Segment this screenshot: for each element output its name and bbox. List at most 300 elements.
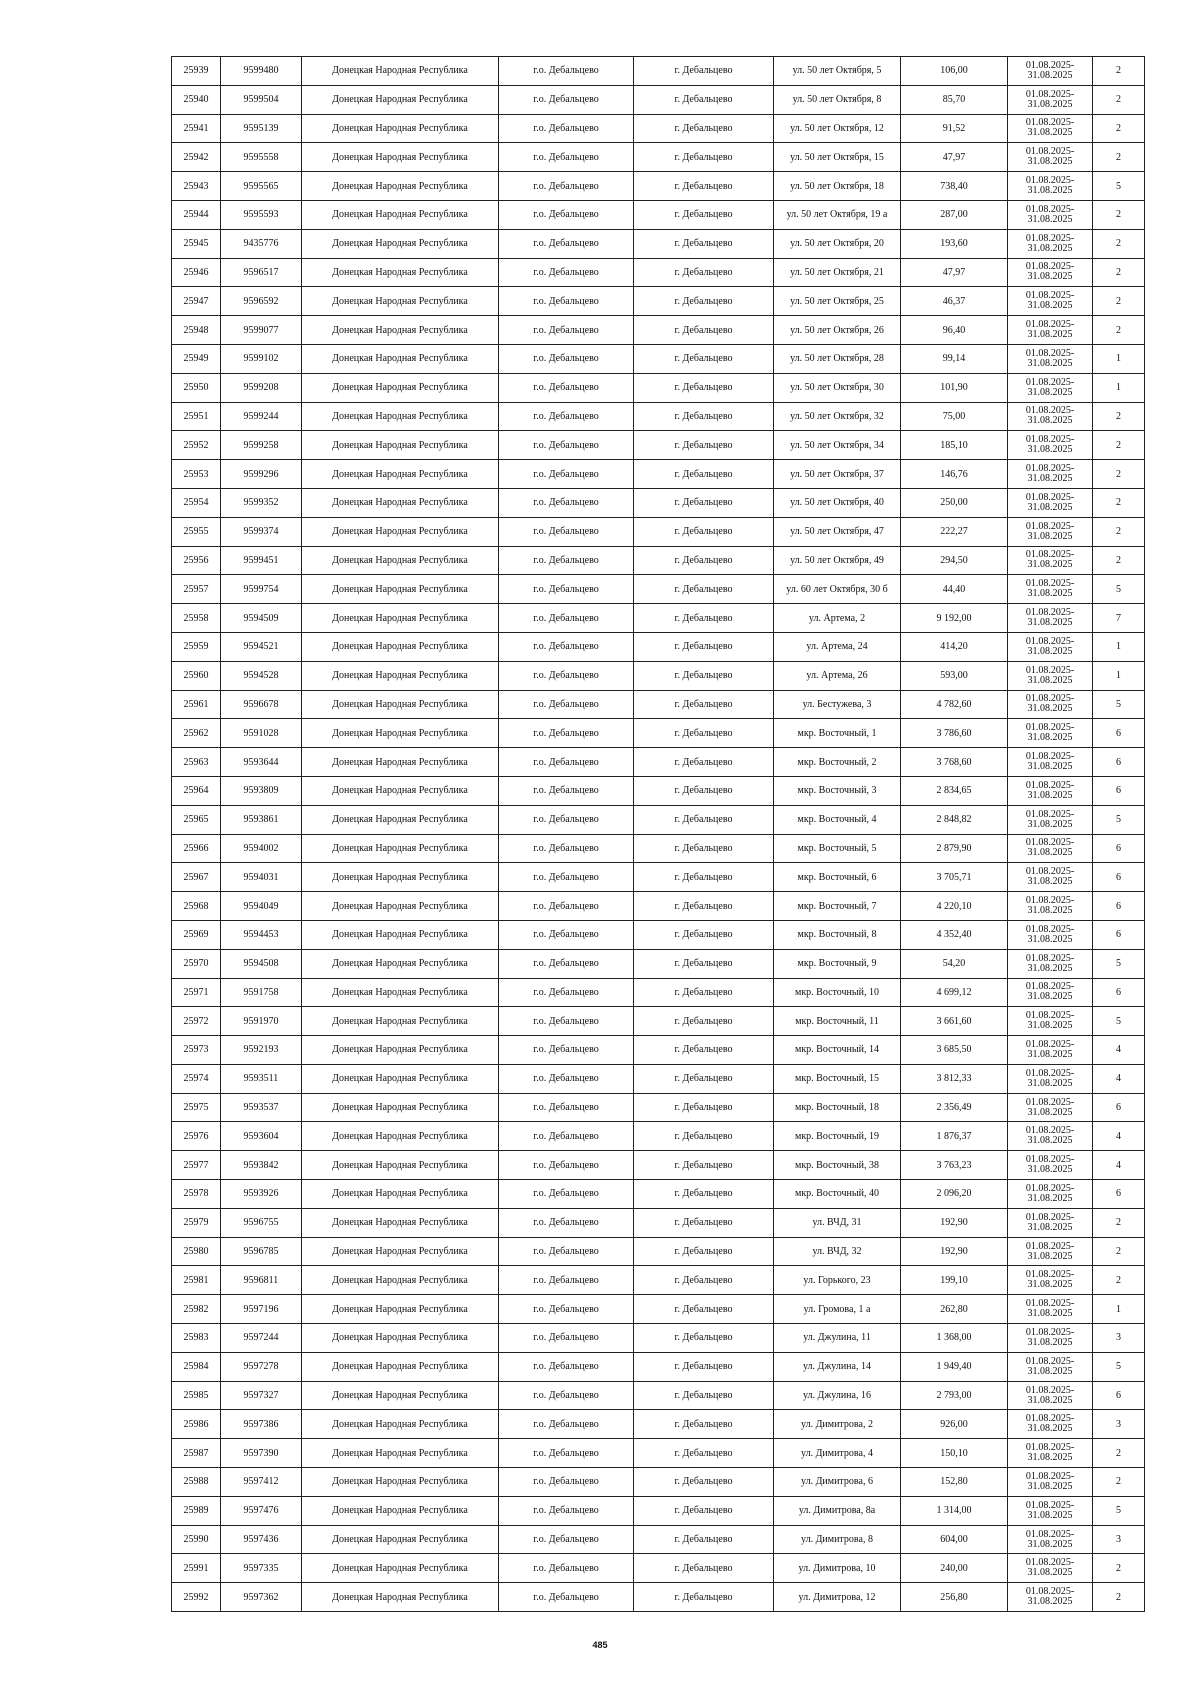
region-cell: Донецкая Народная Республика bbox=[302, 1468, 499, 1497]
region-cell: Донецкая Народная Республика bbox=[302, 1151, 499, 1180]
record-number-cell: 25988 bbox=[172, 1468, 221, 1497]
address-cell: ул. 50 лет Октября, 34 bbox=[774, 431, 901, 460]
settlement-cell: г. Дебальцево bbox=[634, 431, 774, 460]
period-cell: 01.08.2025- 31.08.2025 bbox=[1008, 776, 1093, 805]
settlement-cell: г. Дебальцево bbox=[634, 604, 774, 633]
table-row bbox=[172, 920, 1145, 949]
record-number-cell: 25970 bbox=[172, 949, 221, 978]
address-cell: ул. Димитрова, 8а bbox=[774, 1496, 901, 1525]
area-cell: 256,80 bbox=[901, 1583, 1008, 1612]
region-cell: Донецкая Народная Республика bbox=[302, 978, 499, 1007]
area-cell: 2 793,00 bbox=[901, 1381, 1008, 1410]
municipality-cell: г.о. Дебальцево bbox=[499, 632, 634, 661]
settlement-cell: г. Дебальцево bbox=[634, 344, 774, 373]
table-row bbox=[172, 604, 1145, 633]
municipality-cell: г.о. Дебальцево bbox=[499, 661, 634, 690]
area-cell: 3 812,33 bbox=[901, 1064, 1008, 1093]
record-number-cell: 25985 bbox=[172, 1381, 221, 1410]
object-id-cell: 9597386 bbox=[221, 1410, 302, 1439]
municipality-cell: г.о. Дебальцево bbox=[499, 1410, 634, 1439]
period-cell: 01.08.2025- 31.08.2025 bbox=[1008, 1583, 1093, 1612]
table-row bbox=[172, 719, 1145, 748]
address-cell: ул. 50 лет Октября, 21 bbox=[774, 258, 901, 287]
table-row bbox=[172, 1180, 1145, 1209]
settlement-cell: г. Дебальцево bbox=[634, 373, 774, 402]
period-cell: 01.08.2025- 31.08.2025 bbox=[1008, 1381, 1093, 1410]
period-cell: 01.08.2025- 31.08.2025 bbox=[1008, 805, 1093, 834]
object-id-cell: 9596592 bbox=[221, 287, 302, 316]
count-cell: 5 bbox=[1093, 1496, 1145, 1525]
count-cell: 1 bbox=[1093, 1295, 1145, 1324]
count-cell: 5 bbox=[1093, 172, 1145, 201]
object-id-cell: 9592193 bbox=[221, 1036, 302, 1065]
count-cell: 2 bbox=[1093, 1439, 1145, 1468]
record-number-cell: 25942 bbox=[172, 143, 221, 172]
region-cell: Донецкая Народная Республика bbox=[302, 920, 499, 949]
address-cell: ул. Димитрова, 2 bbox=[774, 1410, 901, 1439]
address-cell: ул. Громова, 1 а bbox=[774, 1295, 901, 1324]
object-id-cell: 9596755 bbox=[221, 1208, 302, 1237]
address-cell: ул. Джулина, 11 bbox=[774, 1324, 901, 1353]
area-cell: 2 879,90 bbox=[901, 834, 1008, 863]
settlement-cell: г. Дебальцево bbox=[634, 200, 774, 229]
count-cell: 2 bbox=[1093, 1468, 1145, 1497]
settlement-cell: г. Дебальцево bbox=[634, 1151, 774, 1180]
count-cell: 2 bbox=[1093, 488, 1145, 517]
period-cell: 01.08.2025- 31.08.2025 bbox=[1008, 344, 1093, 373]
municipality-cell: г.о. Дебальцево bbox=[499, 1093, 634, 1122]
table-row bbox=[172, 143, 1145, 172]
count-cell: 1 bbox=[1093, 344, 1145, 373]
record-number-cell: 25979 bbox=[172, 1208, 221, 1237]
record-number-cell: 25939 bbox=[172, 57, 221, 86]
record-number-cell: 25961 bbox=[172, 690, 221, 719]
settlement-cell: г. Дебальцево bbox=[634, 1237, 774, 1266]
region-cell: Донецкая Народная Республика bbox=[302, 661, 499, 690]
record-number-cell: 25984 bbox=[172, 1352, 221, 1381]
address-cell: ул. ВЧД, 31 bbox=[774, 1208, 901, 1237]
region-cell: Донецкая Народная Республика bbox=[302, 1439, 499, 1468]
address-cell: мкр. Восточный, 7 bbox=[774, 892, 901, 921]
object-id-cell: 9597362 bbox=[221, 1583, 302, 1612]
area-cell: 3 685,50 bbox=[901, 1036, 1008, 1065]
period-cell: 01.08.2025- 31.08.2025 bbox=[1008, 1295, 1093, 1324]
count-cell: 6 bbox=[1093, 863, 1145, 892]
settlement-cell: г. Дебальцево bbox=[634, 460, 774, 489]
object-id-cell: 9594528 bbox=[221, 661, 302, 690]
period-cell: 01.08.2025- 31.08.2025 bbox=[1008, 1036, 1093, 1065]
area-cell: 99,14 bbox=[901, 344, 1008, 373]
object-id-cell: 9596811 bbox=[221, 1266, 302, 1295]
table-row bbox=[172, 287, 1145, 316]
period-cell: 01.08.2025- 31.08.2025 bbox=[1008, 949, 1093, 978]
table-row bbox=[172, 776, 1145, 805]
settlement-cell: г. Дебальцево bbox=[634, 258, 774, 287]
address-cell: мкр. Восточный, 1 bbox=[774, 719, 901, 748]
period-cell: 01.08.2025- 31.08.2025 bbox=[1008, 1266, 1093, 1295]
region-cell: Донецкая Народная Республика bbox=[302, 1122, 499, 1151]
record-number-cell: 25986 bbox=[172, 1410, 221, 1439]
area-cell: 2 096,20 bbox=[901, 1180, 1008, 1209]
settlement-cell: г. Дебальцево bbox=[634, 690, 774, 719]
count-cell: 6 bbox=[1093, 1381, 1145, 1410]
address-cell: ул. 50 лет Октября, 30 bbox=[774, 373, 901, 402]
area-cell: 193,60 bbox=[901, 229, 1008, 258]
municipality-cell: г.о. Дебальцево bbox=[499, 978, 634, 1007]
region-cell: Донецкая Народная Республика bbox=[302, 229, 499, 258]
record-number-cell: 25963 bbox=[172, 748, 221, 777]
table-row bbox=[172, 1151, 1145, 1180]
table-row bbox=[172, 863, 1145, 892]
object-id-cell: 9597278 bbox=[221, 1352, 302, 1381]
municipality-cell: г.о. Дебальцево bbox=[499, 1064, 634, 1093]
region-cell: Донецкая Народная Республика bbox=[302, 1583, 499, 1612]
municipality-cell: г.о. Дебальцево bbox=[499, 863, 634, 892]
municipality-cell: г.о. Дебальцево bbox=[499, 1295, 634, 1324]
region-cell: Донецкая Народная Республика bbox=[302, 517, 499, 546]
address-cell: ул. 50 лет Октября, 25 bbox=[774, 287, 901, 316]
region-cell: Донецкая Народная Республика bbox=[302, 1237, 499, 1266]
count-cell: 6 bbox=[1093, 1180, 1145, 1209]
period-cell: 01.08.2025- 31.08.2025 bbox=[1008, 1324, 1093, 1353]
period-cell: 01.08.2025- 31.08.2025 bbox=[1008, 114, 1093, 143]
period-cell: 01.08.2025- 31.08.2025 bbox=[1008, 1352, 1093, 1381]
object-id-cell: 9595558 bbox=[221, 143, 302, 172]
period-cell: 01.08.2025- 31.08.2025 bbox=[1008, 1151, 1093, 1180]
record-number-cell: 25965 bbox=[172, 805, 221, 834]
object-id-cell: 9593926 bbox=[221, 1180, 302, 1209]
address-cell: ул. 50 лет Октября, 26 bbox=[774, 316, 901, 345]
period-cell: 01.08.2025- 31.08.2025 bbox=[1008, 172, 1093, 201]
object-id-cell: 9595593 bbox=[221, 200, 302, 229]
area-cell: 604,00 bbox=[901, 1525, 1008, 1554]
table-row bbox=[172, 1410, 1145, 1439]
municipality-cell: г.о. Дебальцево bbox=[499, 517, 634, 546]
municipality-cell: г.о. Дебальцево bbox=[499, 690, 634, 719]
settlement-cell: г. Дебальцево bbox=[634, 1295, 774, 1324]
area-cell: 2 834,65 bbox=[901, 776, 1008, 805]
municipality-cell: г.о. Дебальцево bbox=[499, 287, 634, 316]
settlement-cell: г. Дебальцево bbox=[634, 85, 774, 114]
period-cell: 01.08.2025- 31.08.2025 bbox=[1008, 575, 1093, 604]
record-number-cell: 25967 bbox=[172, 863, 221, 892]
municipality-cell: г.о. Дебальцево bbox=[499, 1324, 634, 1353]
region-cell: Донецкая Народная Республика bbox=[302, 114, 499, 143]
address-cell: мкр. Восточный, 4 bbox=[774, 805, 901, 834]
region-cell: Донецкая Народная Республика bbox=[302, 1352, 499, 1381]
period-cell: 01.08.2025- 31.08.2025 bbox=[1008, 604, 1093, 633]
address-cell: ул. Артема, 26 bbox=[774, 661, 901, 690]
municipality-cell: г.о. Дебальцево bbox=[499, 834, 634, 863]
municipality-cell: г.о. Дебальцево bbox=[499, 892, 634, 921]
table-row bbox=[172, 949, 1145, 978]
count-cell: 3 bbox=[1093, 1525, 1145, 1554]
area-cell: 85,70 bbox=[901, 85, 1008, 114]
count-cell: 2 bbox=[1093, 517, 1145, 546]
count-cell: 3 bbox=[1093, 1324, 1145, 1353]
address-cell: мкр. Восточный, 18 bbox=[774, 1093, 901, 1122]
table-row bbox=[172, 978, 1145, 1007]
region-cell: Донецкая Народная Республика bbox=[302, 1496, 499, 1525]
table-row bbox=[172, 316, 1145, 345]
settlement-cell: г. Дебальцево bbox=[634, 920, 774, 949]
settlement-cell: г. Дебальцево bbox=[634, 1525, 774, 1554]
record-number-cell: 25980 bbox=[172, 1237, 221, 1266]
area-cell: 91,52 bbox=[901, 114, 1008, 143]
record-number-cell: 25971 bbox=[172, 978, 221, 1007]
table-row bbox=[172, 1468, 1145, 1497]
area-cell: 250,00 bbox=[901, 488, 1008, 517]
region-cell: Донецкая Народная Республика bbox=[302, 1324, 499, 1353]
region-cell: Донецкая Народная Республика bbox=[302, 1554, 499, 1583]
record-number-cell: 25941 bbox=[172, 114, 221, 143]
area-cell: 3 705,71 bbox=[901, 863, 1008, 892]
settlement-cell: г. Дебальцево bbox=[634, 1583, 774, 1612]
record-number-cell: 25983 bbox=[172, 1324, 221, 1353]
table-row bbox=[172, 402, 1145, 431]
record-number-cell: 25964 bbox=[172, 776, 221, 805]
settlement-cell: г. Дебальцево bbox=[634, 978, 774, 1007]
object-id-cell: 9596785 bbox=[221, 1237, 302, 1266]
address-cell: мкр. Восточный, 14 bbox=[774, 1036, 901, 1065]
municipality-cell: г.о. Дебальцево bbox=[499, 776, 634, 805]
region-cell: Донецкая Народная Республика bbox=[302, 402, 499, 431]
count-cell: 3 bbox=[1093, 1410, 1145, 1439]
address-cell: ул. 50 лет Октября, 8 bbox=[774, 85, 901, 114]
count-cell: 2 bbox=[1093, 1208, 1145, 1237]
record-number-cell: 25989 bbox=[172, 1496, 221, 1525]
table-row bbox=[172, 373, 1145, 402]
area-cell: 3 768,60 bbox=[901, 748, 1008, 777]
area-cell: 106,00 bbox=[901, 57, 1008, 86]
period-cell: 01.08.2025- 31.08.2025 bbox=[1008, 402, 1093, 431]
region-cell: Донецкая Народная Республика bbox=[302, 1007, 499, 1036]
area-cell: 1 876,37 bbox=[901, 1122, 1008, 1151]
address-cell: ул. 60 лет Октября, 30 б bbox=[774, 575, 901, 604]
object-id-cell: 9599077 bbox=[221, 316, 302, 345]
municipality-cell: г.о. Дебальцево bbox=[499, 373, 634, 402]
region-cell: Донецкая Народная Республика bbox=[302, 460, 499, 489]
count-cell: 5 bbox=[1093, 1007, 1145, 1036]
count-cell: 5 bbox=[1093, 949, 1145, 978]
settlement-cell: г. Дебальцево bbox=[634, 1439, 774, 1468]
object-id-cell: 9599244 bbox=[221, 402, 302, 431]
address-cell: ул. Димитрова, 8 bbox=[774, 1525, 901, 1554]
municipality-cell: г.о. Дебальцево bbox=[499, 1007, 634, 1036]
municipality-cell: г.о. Дебальцево bbox=[499, 1036, 634, 1065]
count-cell: 1 bbox=[1093, 632, 1145, 661]
area-cell: 4 220,10 bbox=[901, 892, 1008, 921]
address-cell: ул. Димитрова, 6 bbox=[774, 1468, 901, 1497]
object-id-cell: 9599352 bbox=[221, 488, 302, 517]
count-cell: 7 bbox=[1093, 604, 1145, 633]
count-cell: 6 bbox=[1093, 748, 1145, 777]
region-cell: Донецкая Народная Республика bbox=[302, 1410, 499, 1439]
period-cell: 01.08.2025- 31.08.2025 bbox=[1008, 719, 1093, 748]
region-cell: Донецкая Народная Республика bbox=[302, 200, 499, 229]
count-cell: 4 bbox=[1093, 1036, 1145, 1065]
record-number-cell: 25940 bbox=[172, 85, 221, 114]
period-cell: 01.08.2025- 31.08.2025 bbox=[1008, 1093, 1093, 1122]
record-number-cell: 25960 bbox=[172, 661, 221, 690]
municipality-cell: г.о. Дебальцево bbox=[499, 1180, 634, 1209]
count-cell: 2 bbox=[1093, 546, 1145, 575]
settlement-cell: г. Дебальцево bbox=[634, 546, 774, 575]
count-cell: 6 bbox=[1093, 892, 1145, 921]
table-row bbox=[172, 431, 1145, 460]
region-cell: Донецкая Народная Республика bbox=[302, 57, 499, 86]
period-cell: 01.08.2025- 31.08.2025 bbox=[1008, 1496, 1093, 1525]
period-cell: 01.08.2025- 31.08.2025 bbox=[1008, 546, 1093, 575]
object-id-cell: 9435776 bbox=[221, 229, 302, 258]
record-number-cell: 25958 bbox=[172, 604, 221, 633]
object-id-cell: 9597436 bbox=[221, 1525, 302, 1554]
object-id-cell: 9599754 bbox=[221, 575, 302, 604]
area-cell: 46,37 bbox=[901, 287, 1008, 316]
table-row bbox=[172, 690, 1145, 719]
record-number-cell: 25962 bbox=[172, 719, 221, 748]
record-number-cell: 25991 bbox=[172, 1554, 221, 1583]
count-cell: 2 bbox=[1093, 143, 1145, 172]
table-row bbox=[172, 805, 1145, 834]
area-cell: 4 352,40 bbox=[901, 920, 1008, 949]
area-cell: 152,80 bbox=[901, 1468, 1008, 1497]
area-cell: 3 661,60 bbox=[901, 1007, 1008, 1036]
address-cell: ул. Димитрова, 12 bbox=[774, 1583, 901, 1612]
municipality-cell: г.о. Дебальцево bbox=[499, 575, 634, 604]
count-cell: 2 bbox=[1093, 200, 1145, 229]
settlement-cell: г. Дебальцево bbox=[634, 143, 774, 172]
period-cell: 01.08.2025- 31.08.2025 bbox=[1008, 1554, 1093, 1583]
object-id-cell: 9593842 bbox=[221, 1151, 302, 1180]
address-cell: мкр. Восточный, 8 bbox=[774, 920, 901, 949]
table-row bbox=[172, 1237, 1145, 1266]
record-number-cell: 25972 bbox=[172, 1007, 221, 1036]
period-cell: 01.08.2025- 31.08.2025 bbox=[1008, 200, 1093, 229]
area-cell: 44,40 bbox=[901, 575, 1008, 604]
record-number-cell: 25974 bbox=[172, 1064, 221, 1093]
settlement-cell: г. Дебальцево bbox=[634, 1410, 774, 1439]
address-cell: ул. 50 лет Октября, 37 bbox=[774, 460, 901, 489]
period-cell: 01.08.2025- 31.08.2025 bbox=[1008, 1468, 1093, 1497]
record-number-cell: 25982 bbox=[172, 1295, 221, 1324]
area-cell: 1 949,40 bbox=[901, 1352, 1008, 1381]
table-row bbox=[172, 1208, 1145, 1237]
object-id-cell: 9591028 bbox=[221, 719, 302, 748]
settlement-cell: г. Дебальцево bbox=[634, 1208, 774, 1237]
period-cell: 01.08.2025- 31.08.2025 bbox=[1008, 1237, 1093, 1266]
area-cell: 1 368,00 bbox=[901, 1324, 1008, 1353]
object-id-cell: 9593644 bbox=[221, 748, 302, 777]
period-cell: 01.08.2025- 31.08.2025 bbox=[1008, 834, 1093, 863]
object-id-cell: 9593537 bbox=[221, 1093, 302, 1122]
municipality-cell: г.о. Дебальцево bbox=[499, 1237, 634, 1266]
table-row bbox=[172, 546, 1145, 575]
region-cell: Донецкая Народная Республика bbox=[302, 1036, 499, 1065]
table-row bbox=[172, 1525, 1145, 1554]
count-cell: 2 bbox=[1093, 1266, 1145, 1295]
table-row bbox=[172, 661, 1145, 690]
object-id-cell: 9597327 bbox=[221, 1381, 302, 1410]
area-cell: 3 763,23 bbox=[901, 1151, 1008, 1180]
object-id-cell: 9594509 bbox=[221, 604, 302, 633]
area-cell: 199,10 bbox=[901, 1266, 1008, 1295]
region-cell: Донецкая Народная Республика bbox=[302, 1064, 499, 1093]
address-cell: мкр. Восточный, 15 bbox=[774, 1064, 901, 1093]
count-cell: 5 bbox=[1093, 690, 1145, 719]
table-row bbox=[172, 1496, 1145, 1525]
municipality-cell: г.о. Дебальцево bbox=[499, 402, 634, 431]
period-cell: 01.08.2025- 31.08.2025 bbox=[1008, 978, 1093, 1007]
municipality-cell: г.о. Дебальцево bbox=[499, 229, 634, 258]
table-row bbox=[172, 114, 1145, 143]
municipality-cell: г.о. Дебальцево bbox=[499, 344, 634, 373]
municipality-cell: г.о. Дебальцево bbox=[499, 143, 634, 172]
table-row bbox=[172, 1007, 1145, 1036]
object-id-cell: 9596517 bbox=[221, 258, 302, 287]
record-number-cell: 25978 bbox=[172, 1180, 221, 1209]
region-cell: Донецкая Народная Республика bbox=[302, 1381, 499, 1410]
count-cell: 2 bbox=[1093, 229, 1145, 258]
municipality-cell: г.о. Дебальцево bbox=[499, 1151, 634, 1180]
table-row bbox=[172, 632, 1145, 661]
area-cell: 294,50 bbox=[901, 546, 1008, 575]
settlement-cell: г. Дебальцево bbox=[634, 1468, 774, 1497]
object-id-cell: 9594031 bbox=[221, 863, 302, 892]
count-cell: 4 bbox=[1093, 1151, 1145, 1180]
address-cell: мкр. Восточный, 38 bbox=[774, 1151, 901, 1180]
table-row bbox=[172, 1583, 1145, 1612]
municipality-cell: г.о. Дебальцево bbox=[499, 1208, 634, 1237]
municipality-cell: г.о. Дебальцево bbox=[499, 1439, 634, 1468]
region-cell: Донецкая Народная Республика bbox=[302, 344, 499, 373]
period-cell: 01.08.2025- 31.08.2025 bbox=[1008, 690, 1093, 719]
object-id-cell: 9597476 bbox=[221, 1496, 302, 1525]
count-cell: 2 bbox=[1093, 402, 1145, 431]
record-number-cell: 25952 bbox=[172, 431, 221, 460]
area-cell: 185,10 bbox=[901, 431, 1008, 460]
period-cell: 01.08.2025- 31.08.2025 bbox=[1008, 1208, 1093, 1237]
count-cell: 6 bbox=[1093, 776, 1145, 805]
record-number-cell: 25953 bbox=[172, 460, 221, 489]
count-cell: 4 bbox=[1093, 1122, 1145, 1151]
period-cell: 01.08.2025- 31.08.2025 bbox=[1008, 1122, 1093, 1151]
region-cell: Донецкая Народная Республика bbox=[302, 316, 499, 345]
table-row bbox=[172, 1036, 1145, 1065]
settlement-cell: г. Дебальцево bbox=[634, 316, 774, 345]
object-id-cell: 9599208 bbox=[221, 373, 302, 402]
count-cell: 2 bbox=[1093, 1237, 1145, 1266]
settlement-cell: г. Дебальцево bbox=[634, 229, 774, 258]
address-cell: мкр. Восточный, 19 bbox=[774, 1122, 901, 1151]
object-id-cell: 9597196 bbox=[221, 1295, 302, 1324]
area-cell: 240,00 bbox=[901, 1554, 1008, 1583]
municipality-cell: г.о. Дебальцево bbox=[499, 1554, 634, 1583]
object-id-cell: 9594002 bbox=[221, 834, 302, 863]
count-cell: 2 bbox=[1093, 1583, 1145, 1612]
region-cell: Донецкая Народная Республика bbox=[302, 1208, 499, 1237]
area-cell: 146,76 bbox=[901, 460, 1008, 489]
region-cell: Донецкая Народная Республика bbox=[302, 373, 499, 402]
settlement-cell: г. Дебальцево bbox=[634, 1180, 774, 1209]
area-cell: 192,90 bbox=[901, 1208, 1008, 1237]
table-row bbox=[172, 1295, 1145, 1324]
area-cell: 4 782,60 bbox=[901, 690, 1008, 719]
record-number-cell: 25976 bbox=[172, 1122, 221, 1151]
table-row bbox=[172, 258, 1145, 287]
object-id-cell: 9597390 bbox=[221, 1439, 302, 1468]
period-cell: 01.08.2025- 31.08.2025 bbox=[1008, 892, 1093, 921]
